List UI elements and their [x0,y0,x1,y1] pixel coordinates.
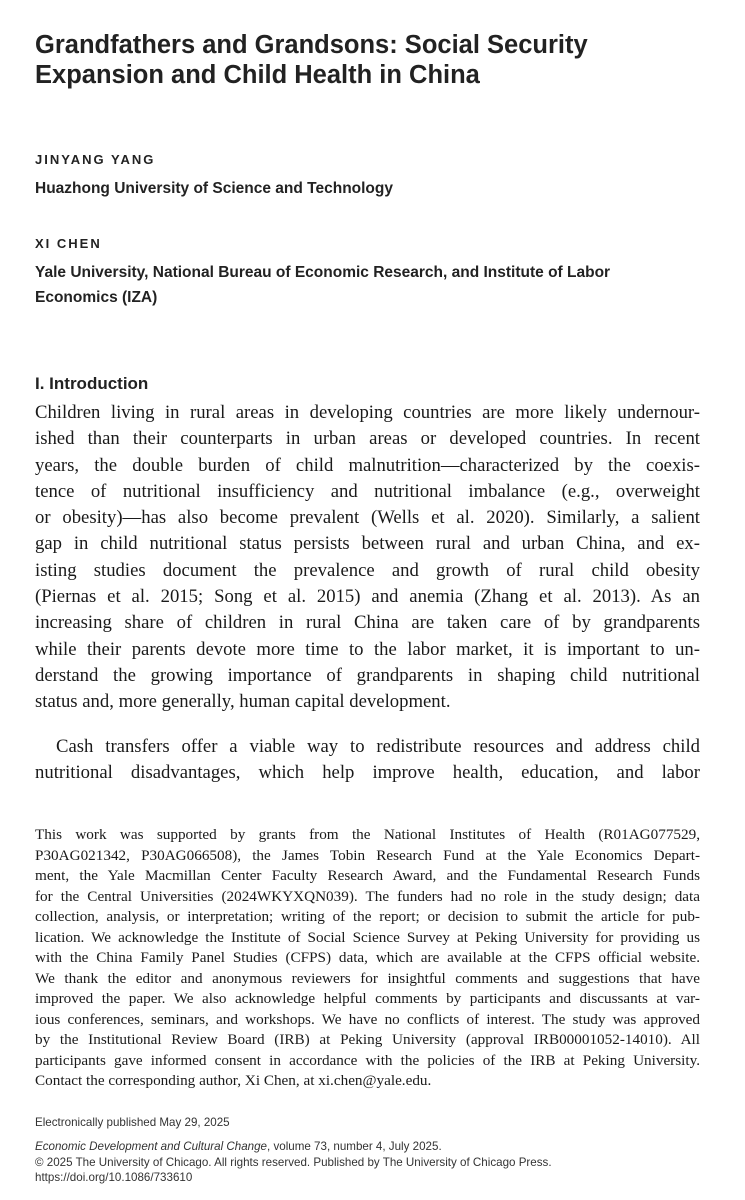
article-title [35,30,675,90]
text-line: status and, more generally, human capital development. [35,691,451,713]
text-line: derstand the growing importance of grandparents in shaping child nutritional [35,664,700,686]
author-affiliation-1 [35,176,393,201]
text-line: isting studies document the prevalence and growth of rural child obesity [35,559,700,581]
copyright-line: © 2025 The University of Chicago. All rights reserved. Published by The University of Chicago Press. [35,1155,552,1169]
acknowledgment-footnote [35,825,700,1092]
author-affiliation-2 [35,260,610,310]
article-title-line-1: Grandfathers and Grandsons: Social Security [35,31,588,59]
footnote-line: by the Institutional Review Board (IRB) at Peking University (approval IRB00001052-14010). All [35,1031,700,1048]
volume-info: , volume 73, number 4, July 2025. [267,1140,442,1153]
text-line: tence of nutritional insufficiency and nutritional imbalance (e.g., overweight [35,480,700,502]
footnote-line: lication. We acknowledge the Institute of Social Science Survey at Peking University for providing us [35,928,700,946]
text-line: (Piernas et al. 2015; Song et al. 2015) and anemia (Zhang et al. 2013). As an [35,586,700,608]
text-line: gap in child nutritional status persists between rural and urban China, and ex- [35,533,700,555]
author-name-2: XI CHEN [35,236,102,251]
text-line: or obesity)—has also become prevalent (Wells et al. 2020). Similarly, a salient [35,507,700,529]
text-line: ished than their counterparts in urban areas or developed countries. In recent [35,428,700,450]
intro-paragraph-1 [35,400,700,716]
affiliation-line: Huazhong University of Science and Technology [35,180,393,197]
affiliation-line: Yale University, National Bureau of Economic Research, and Institute of Labor [35,264,611,281]
footnote-line: participants gave informed consent in accordance with the policies of the IRB at Peking University. [35,1051,700,1069]
text-line: nutritional disadvantages, which help improve health, education, and labor [35,762,700,784]
text-line: while their parents devote more time to the labor market, it is important to un- [35,638,700,660]
footnote-line: ment, the Yale Macmillan Center Faculty Research Award, and the Fundamental Research Funds [35,867,700,884]
journal-name: Economic Development and Cultural Change [35,1140,268,1153]
text-line: Children living in rural areas in developing countries are more likely undernour- [35,402,700,423]
footnote-line: Contact the corresponding author, Xi Chen, at xi.chen@yale.edu. [35,1072,432,1089]
journal-citation [35,1139,552,1186]
footnote-line: P30AG021342, P30AG066508), the James Tobin Research Fund at the Yale Economics Depart- [35,846,700,864]
text-line: increasing share of children in rural China are taken care of by grandparents [35,612,700,634]
citation-line [35,1139,552,1155]
author-name-1: JINYANG YANG [35,152,156,167]
text-line: years, the double burden of child malnutrition—characterized by the coexis- [35,454,700,476]
footnote-line: with the China Family Panel Studies (CFPS) data, which are available at the CFPS official website. [35,949,700,966]
footnote-line: improved the paper. We also acknowledge helpful comments by participants and discussants at var- [35,990,700,1007]
intro-paragraph-2 [35,734,700,787]
publication-date: Electronically published May 29, 2025 [35,1116,230,1129]
affiliation-line: Economics (IZA) [35,289,158,306]
article-title-line-2: Expansion and Child Health in China [35,61,480,89]
doi-link[interactable]: https://doi.org/10.1086/733610 [35,1171,193,1184]
footnote-line: collection, analysis, or interpretation; writing of the report; or decision to submit the article for pub- [35,908,700,925]
footnote-line: This work was supported by grants from the National Institutes of Health (R01AG077529, [35,826,700,843]
section-heading-introduction: I. Introduction [35,374,149,393]
footnote-line: ious conferences, seminars, and workshops. We have no conflicts of interest. The study was approved [35,1010,700,1028]
text-line: Cash transfers offer a viable way to redistribute resources and address child [56,736,700,757]
footnote-line: We thank the editor and anonymous reviewers for insightful comments and suggestions that have [35,969,700,987]
footnote-line: for the Central Universities (2024WKYXQN039). The funders had no role in the study design; data [35,887,700,905]
